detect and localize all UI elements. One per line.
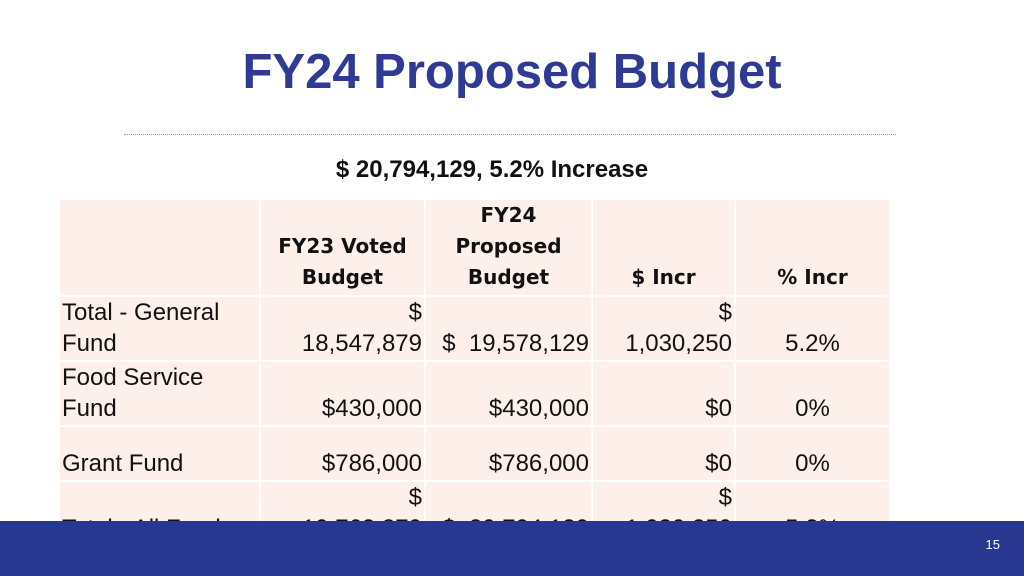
incr-cell: $0 xyxy=(592,361,735,426)
pct-cell: 0% xyxy=(735,361,890,426)
header-fy24-line2: Budget xyxy=(467,265,550,289)
row-label: Grant Fund xyxy=(59,426,260,481)
table-row xyxy=(59,296,890,361)
table-row xyxy=(59,361,890,426)
row-label-line2: Fund xyxy=(62,395,117,422)
fy23-currency: $ xyxy=(408,299,422,326)
pct-cell: 0% xyxy=(735,426,890,481)
fy23-cell: $786,000 xyxy=(260,426,425,481)
row-label xyxy=(59,296,260,361)
budget-table xyxy=(58,198,891,547)
fy23-cell xyxy=(260,296,425,361)
table-row xyxy=(59,426,890,481)
pct-cell: 5.2% xyxy=(735,296,890,361)
row-label xyxy=(59,361,260,426)
fy24-cell: $ 19,578,129 xyxy=(425,296,592,361)
fy23-value: 18,547,879 xyxy=(301,330,422,357)
header-fy24 xyxy=(425,199,592,296)
fy23-cell: $430,000 xyxy=(260,361,425,426)
header-fy23-line2: Budget xyxy=(301,265,384,289)
fy23-currency: $ xyxy=(408,484,422,511)
header-fy24-line1: FY24 Proposed xyxy=(455,203,562,258)
header-fy23 xyxy=(260,199,425,296)
header-pct-incr: % Incr xyxy=(735,199,890,296)
fy24-cell: $430,000 xyxy=(425,361,592,426)
header-dollar-incr: $ Incr xyxy=(592,199,735,296)
header-label xyxy=(59,199,260,296)
incr-currency: $ xyxy=(718,484,732,511)
budget-summary: $ 20,794,129, 5.2% Increase xyxy=(335,156,649,183)
row-label-line1: Total - General xyxy=(62,299,220,326)
slide-title: FY24 Proposed Budget xyxy=(242,45,782,99)
incr-cell xyxy=(592,296,735,361)
fy24-cell: $786,000 xyxy=(425,426,592,481)
footer-bar xyxy=(0,521,1024,576)
header-fy23-line1: FY23 Voted xyxy=(278,234,407,258)
row-label-line1: Food Service xyxy=(62,364,204,391)
page-number: 15 xyxy=(985,537,1000,552)
incr-cell: $0 xyxy=(592,426,735,481)
incr-value: 1,030,250 xyxy=(625,330,732,357)
title-divider xyxy=(124,134,896,135)
incr-currency: $ xyxy=(718,299,732,326)
row-label-line2: Fund xyxy=(62,330,117,357)
table-header-row xyxy=(59,199,890,296)
